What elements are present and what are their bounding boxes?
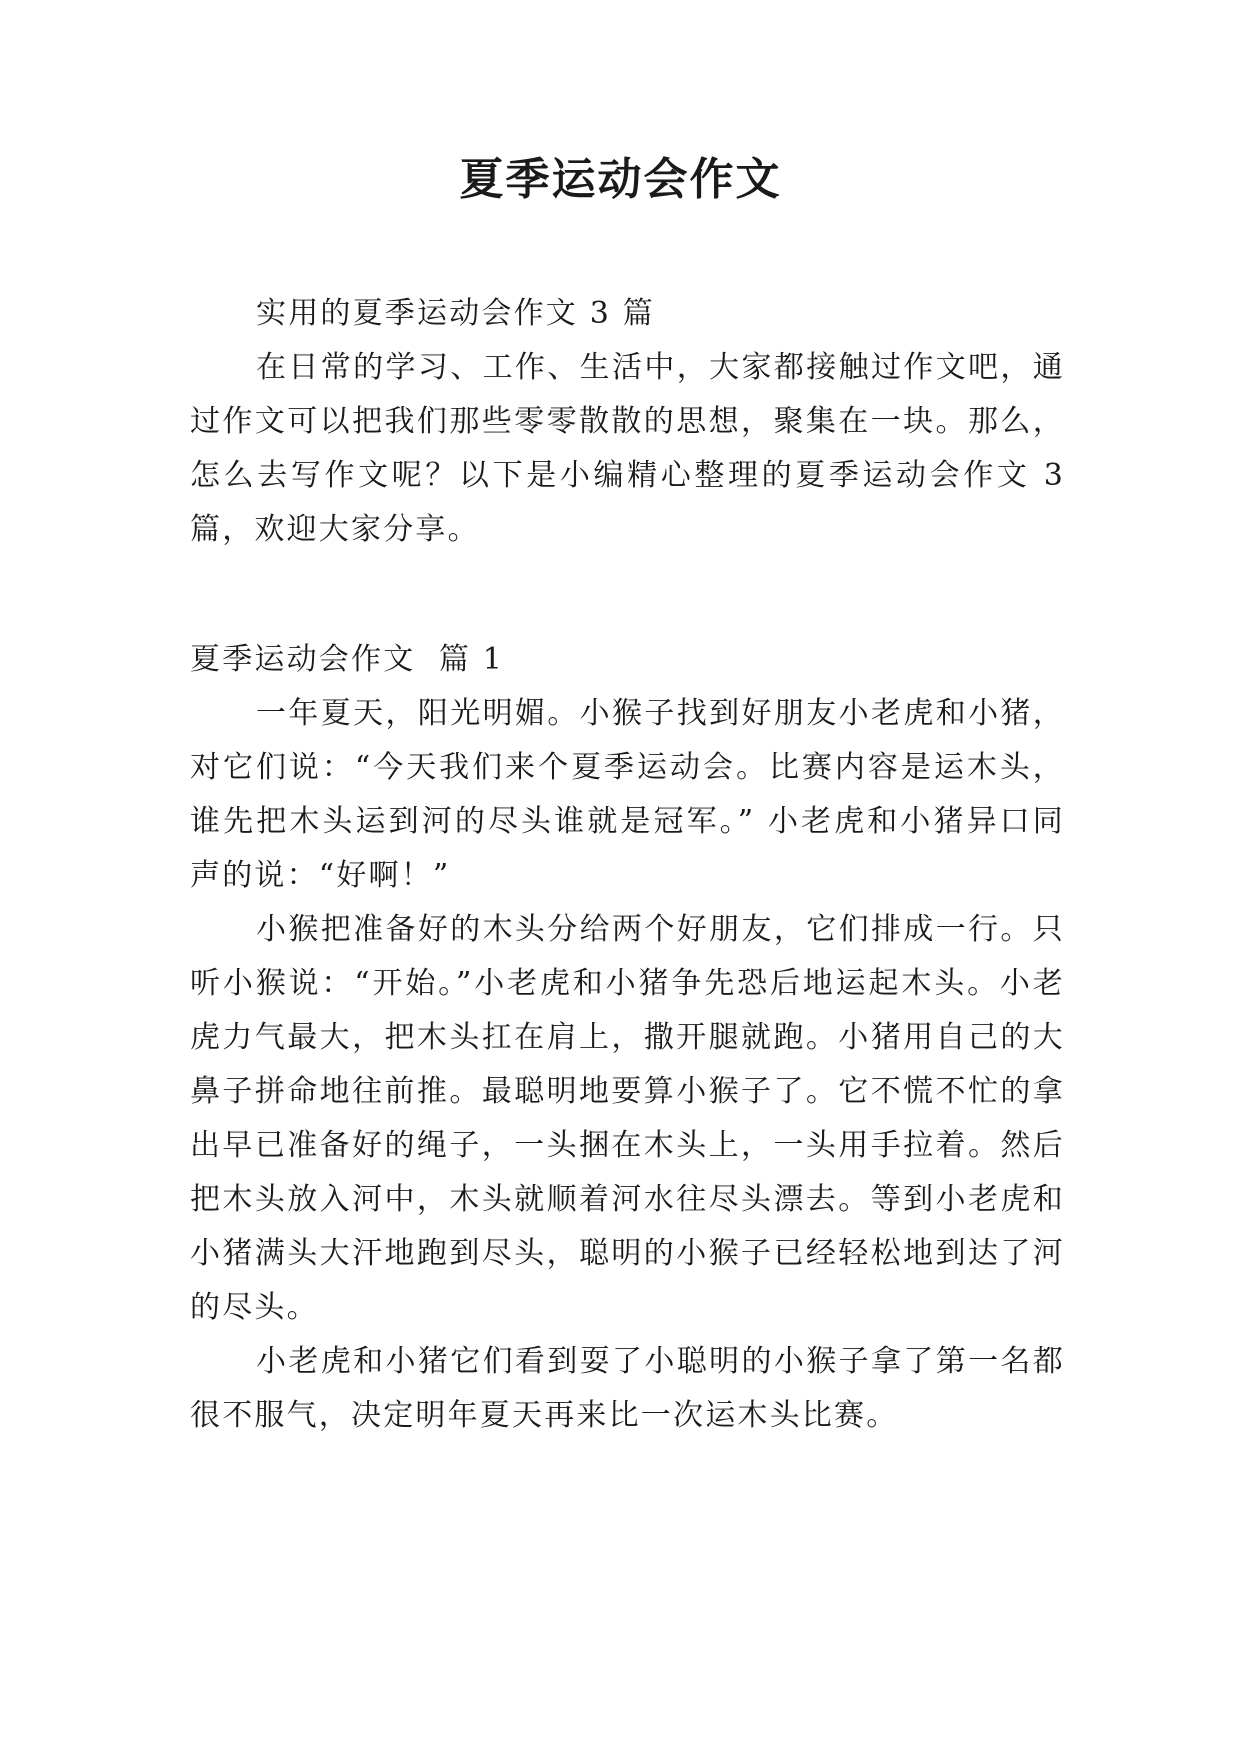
document-title: 夏季运动会作文 [459, 154, 782, 205]
essay-1-heading: 夏季运动会作文 篇 1 [190, 642, 505, 677]
intro-section [190, 287, 1065, 557]
essay-1-section [190, 633, 1065, 1443]
intro-paragraph: 在日常的学习、工作、生活中，大家都接触过作文吧，通过作文可以把我们那些零零散散的思想，聚集在一块。那么，怎么去写作文呢？以下是小编精心整理的夏季运动会作文 3 篇，欢迎大家分享。 [190, 350, 1065, 547]
essay-1-paragraph-2: 小猴把准备好的木头分给两个好朋友，它们排成一行。只听小猴说：“开始。”小老虎和小猪争先恐后地运起木头。小老虎力气最大，把木头扛在肩上，撒开腿就跑。小猪用自己的大鼻子拼命地往前推。最聪明地要算小猴子了。它不慌不忙的拿出早已准备好的绳子，一头捆在木头上，一头用手拉着。然后把木头放入河中，木头就顺着河水往尽头漂去。等到小老虎和小猪满头大汗地跑到尽头，聪明的小猴子已经轻松地到达了河的尽头。 [190, 912, 1065, 1325]
essay-1-paragraph-3: 小老虎和小猪它们看到耍了小聪明的小猴子拿了第一名都很不服气，决定明年夏天再来比一次运木头比赛。 [190, 1344, 1065, 1433]
essay-1-paragraph-1: 一年夏天，阳光明媚。小猴子找到好朋友小老虎和小猪，对它们说：“今天我们来个夏季运动会。比赛内容是运木头，谁先把木头运到河的尽头谁就是冠军。” 小老虎和小猪异口同声的说：“好啊！” [190, 696, 1065, 893]
intro-subtitle: 实用的夏季运动会作文 3 篇 [256, 296, 655, 331]
